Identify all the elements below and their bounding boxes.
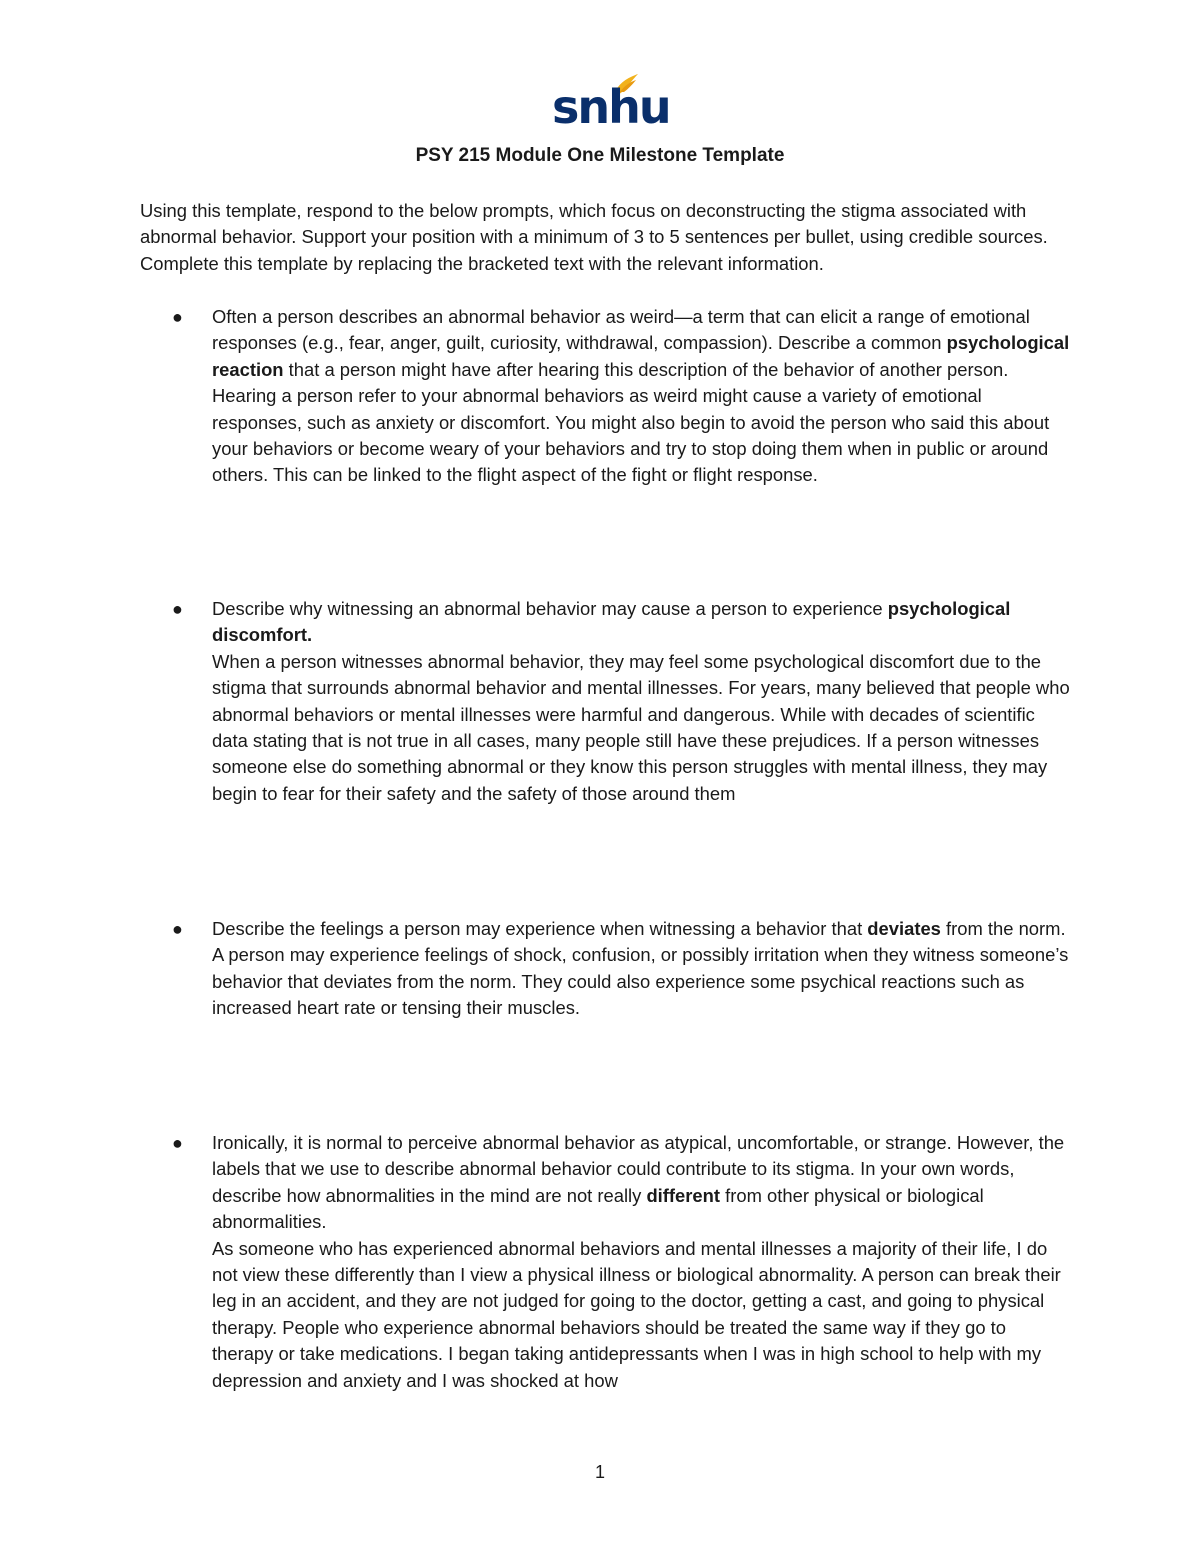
prompt-text: Often a person describes an abnormal behavior as weird—a term that can elicit a range of emotional responses (e.g., fear, anger, guilt, curiosity, withdrawal, compassion). Describe a common [212,306,1030,354]
bullet-icon: ● [172,1133,183,1153]
bullet-prompt [212,304,1072,383]
bullet-item [172,304,1072,489]
bullet-prompt [212,1130,1072,1236]
logo-text: snhu [552,80,670,134]
prompt-text: from the norm. [940,918,1066,939]
bullet-prompt [212,916,1072,942]
bullet-icon: ● [172,599,183,619]
prompt-bold-text: different [646,1184,721,1206]
bullet-answer: When a person witnesses abnormal behavior, they may feel some psychological discomfort due to the stigma that surrounds abnormal behavior and mental illnesses. For years, many believed that people who abnormal behaviors or mental illnesses were harmful and dangerous. While with decades of scientific data stating that is not true in all cases, many people still have these prejudices. If a person witnesses someone else do something abnormal or they know this person struggles with mental illness, they may begin to fear for their safety and the safety of those around them [212,650,1070,804]
snhu-logo [552,72,670,134]
page-number: 1 [594,1462,605,1482]
bullet-answer: As someone who has experienced abnormal behaviors and mental illnesses a majority of their life, I do not view these differently than I view a physical illness or biological abnormality. A person can break their leg in an accident, and they are not judged for going to the doctor, getting a cast, and going to physical therapy. People who experience abnormal behaviors should be treated the same way if they go to therapy or take medications. I began taking antidepressants when I was in high school to help with my depression and anxiety and I was shocked at how [212,1237,1061,1391]
prompt-text: . [307,624,313,646]
bullet-answer: Hearing a person refer to your abnormal behaviors as weird might cause a variety of emotional responses, such as anxiety or discomfort. You might also begin to avoid the person who said this about your behaviors or become weary of your behaviors and try to stop doing them when in public or around others. This can be linked to the flight aspect of the fight or flight response. [212,385,1050,486]
prompt-text: Describe the feelings a person may experience when witnessing a behavior that [212,918,868,939]
document-title: PSY 215 Module One Milestone Template [415,145,785,166]
prompt-bold-text: psychological discomfort [212,598,1011,646]
prompt-bold-text: deviates [867,918,941,939]
prompt-text: that a person might have after hearing this description of the behavior of another person. [283,358,1009,380]
bullet-answer: A person may experience feelings of shock, confusion, or possibly irritation when they witness someone’s behavior that deviates from the norm. They could also experience some psychical reactions such as increased heart rate or tensing their muscles. [212,944,1069,1019]
bullet-prompt [212,596,1072,649]
prompt-bold-text: psychological reaction [212,332,1070,380]
bullet-item [172,596,1072,807]
prompt-text: from other physical or biological abnormalities. [212,1184,984,1233]
bullet-icon: ● [172,307,183,327]
prompt-text: Describe why witnessing an abnormal behavior may cause a person to experience [212,598,888,619]
bullet-icon: ● [172,919,183,939]
intro-paragraph: Using this template, respond to the below prompts, which focus on deconstructing the stigma associated with abnormal behavior. Support your position with a minimum of 3 to 5 sentences per bullet, using credible sources. Complete this template by replacing the bracketed text with the relevant information. [140,200,1048,274]
bullet-item [172,1130,1072,1394]
bullet-item [172,916,1072,1022]
prompt-text: Ironically, it is normal to perceive abnormal behavior as atypical, uncomfortable, or strange. However, the labels that we use to describe abnormal behavior could contribute to its stigma. In your own words, describe how abnormalities in the mind are not really [212,1132,1065,1206]
